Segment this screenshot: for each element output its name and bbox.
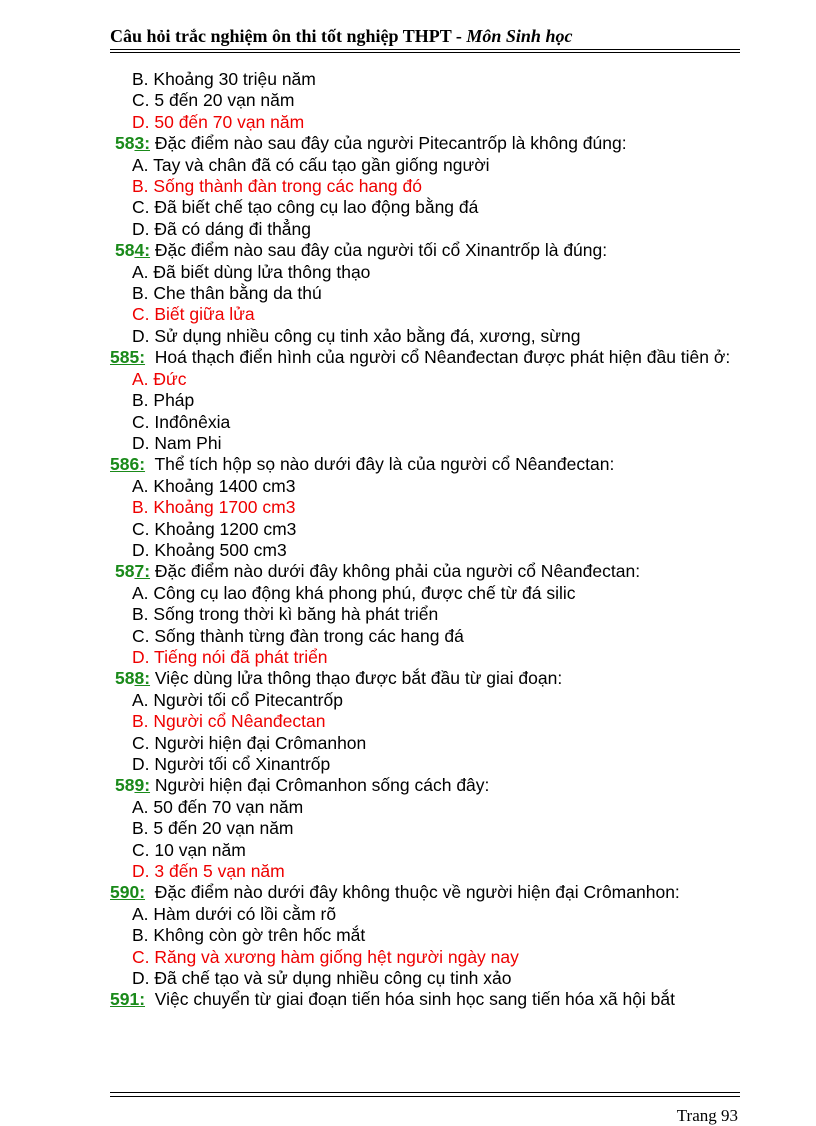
q584-option-d: D. Sử dụng nhiều công cụ tinh xảo bằng đá, xương, sừng <box>132 325 581 346</box>
q588-option-b: B. Người cổ Nêanđectan <box>132 711 326 732</box>
q583-option-d: D. Đã có dáng đi thẳng <box>132 218 312 239</box>
q589-option-a: A. 50 đến 70 vạn năm <box>132 796 304 817</box>
q588-text: Việc dùng lửa thông thạo được bắt đầu từ giai đoạn: <box>154 668 563 689</box>
q585-option-a: A. Đức <box>132 368 187 389</box>
q585-option-d: D. Nam Phi <box>132 432 222 453</box>
q590-num: 590: <box>110 882 146 903</box>
q585-text: Hoá thạch điển hình của người cổ Nêanđectan được phát hiện đầu tiên ở: <box>154 347 731 368</box>
q590-option-a: A. Hàm dưới có lồi cằm rõ <box>132 903 337 924</box>
header-rule-2 <box>110 52 740 53</box>
footer-rule-1 <box>110 1092 740 1093</box>
q584-option-b: B. Che thân bằng da thú <box>132 283 322 304</box>
q586-text: Thể tích hộp sọ nào dưới đây là của người cổ Nêanđectan: <box>154 454 615 475</box>
header-title: Câu hỏi trắc nghiệm ôn thi tốt nghiệp THPT <box>110 26 452 46</box>
q587-option-c: C. Sống thành từng đàn trong các hang đá <box>132 625 464 646</box>
q591-num: 591: <box>110 989 146 1010</box>
question-588 <box>110 668 750 689</box>
q582-option-c: C. 5 đến 20 vạn năm <box>132 90 295 111</box>
q583-option-a: A. Tay và chân đã có cấu tạo gần giống người <box>132 154 490 175</box>
q587-num-plain: 58 <box>115 561 135 582</box>
q583-option-b: B. Sống thành đàn trong các hang đó <box>132 176 422 197</box>
q589-option-d: D. 3 đến 5 vạn năm <box>132 861 285 882</box>
q583-option-c: C. Đã biết chế tạo công cụ lao động bằng đá <box>132 197 479 218</box>
q588-option-d: D. Người tối cổ Xinantrốp <box>132 754 331 774</box>
q589-num-plain: 58 <box>115 775 135 796</box>
q583-text: Đặc điểm nào sau đây của người Pitecantrốp là không đúng: <box>154 133 627 154</box>
q583-num-link: 3: <box>134 133 151 154</box>
q587-num-link: 7: <box>134 561 151 582</box>
q585-option-b: B. Pháp <box>132 390 195 411</box>
q590-option-b: B. Không còn gờ trên hốc mắt <box>132 925 366 946</box>
q584-num-link: 4: <box>134 240 151 261</box>
q582-option-b: B. Khoảng 30 triệu năm <box>132 69 316 89</box>
q586-option-d: D. Khoảng 500 cm3 <box>132 539 287 560</box>
question-589 <box>110 775 750 796</box>
q584-text: Đặc điểm nào sau đây của người tối cổ Xinantrốp là đúng: <box>154 240 608 261</box>
q583-num-plain: 58 <box>115 133 135 154</box>
page-header <box>110 26 740 47</box>
page-number: Trang 93 <box>676 1106 738 1125</box>
q588-num-link: 8: <box>134 668 151 689</box>
question-584 <box>110 240 750 261</box>
q588-option-a: A. Người tối cổ Pitecantrốp <box>132 689 343 710</box>
q590-option-c: C. Răng và xương hàm giống hệt người ngày nay <box>132 946 519 967</box>
q584-option-c: C. Biết giữa lửa <box>132 304 255 325</box>
q586-option-c: C. Khoảng 1200 cm3 <box>132 518 297 539</box>
q588-num-plain: 58 <box>115 668 135 689</box>
q585-option-c: C. Inđônêxia <box>132 411 231 432</box>
header-rule-1 <box>110 49 740 50</box>
footer-rule-2 <box>110 1096 740 1097</box>
question-586 <box>110 454 750 475</box>
q587-text: Đặc điểm nào dưới đây không phải của người cổ Nêanđectan: <box>154 561 641 582</box>
q586-option-a: A. Khoảng 1400 cm3 <box>132 475 296 496</box>
q589-option-b: B. 5 đến 20 vạn năm <box>132 818 294 839</box>
header-subject: Môn Sinh học <box>466 26 573 46</box>
question-585 <box>110 347 750 368</box>
q584-option-a: A. Đã biết dùng lửa thông thạo <box>132 261 371 282</box>
question-583 <box>110 133 750 154</box>
q587-option-a: A. Công cụ lao động khá phong phú, được chế từ đá silic <box>132 582 576 603</box>
q590-option-d: D. Đã chế tạo và sử dụng nhiều công cụ tinh xảo <box>132 968 512 989</box>
q586-option-b: B. Khoảng 1700 cm3 <box>132 497 296 518</box>
q587-option-d: D. Tiếng nói đã phát triển <box>132 646 328 667</box>
q589-option-c: C. 10 vạn năm <box>132 839 246 860</box>
q587-option-b: B. Sống trong thời kì băng hà phát triển <box>132 604 439 625</box>
q591-text: Việc chuyển từ giai đoạn tiến hóa sinh học sang tiến hóa xã hội bắt <box>154 989 675 1010</box>
question-list <box>110 69 750 1011</box>
question-591 <box>110 989 750 1010</box>
q585-num: 585: <box>110 347 146 368</box>
header-separator: - <box>455 26 462 46</box>
q589-text: Người hiện đại Crômanhon sống cách đây: <box>154 775 490 796</box>
q590-text: Đặc điểm nào dưới đây không thuộc về người hiện đại Crômanhon: <box>154 882 680 903</box>
question-587 <box>110 561 750 582</box>
question-590 <box>110 882 750 903</box>
q586-num: 586: <box>110 454 146 475</box>
q588-option-c: C. Người hiện đại Crômanhon <box>132 732 367 753</box>
q582-option-d: D. 50 đến 70 vạn năm <box>132 111 305 132</box>
q584-num-plain: 58 <box>115 240 135 261</box>
q589-num-link: 9: <box>134 775 151 796</box>
